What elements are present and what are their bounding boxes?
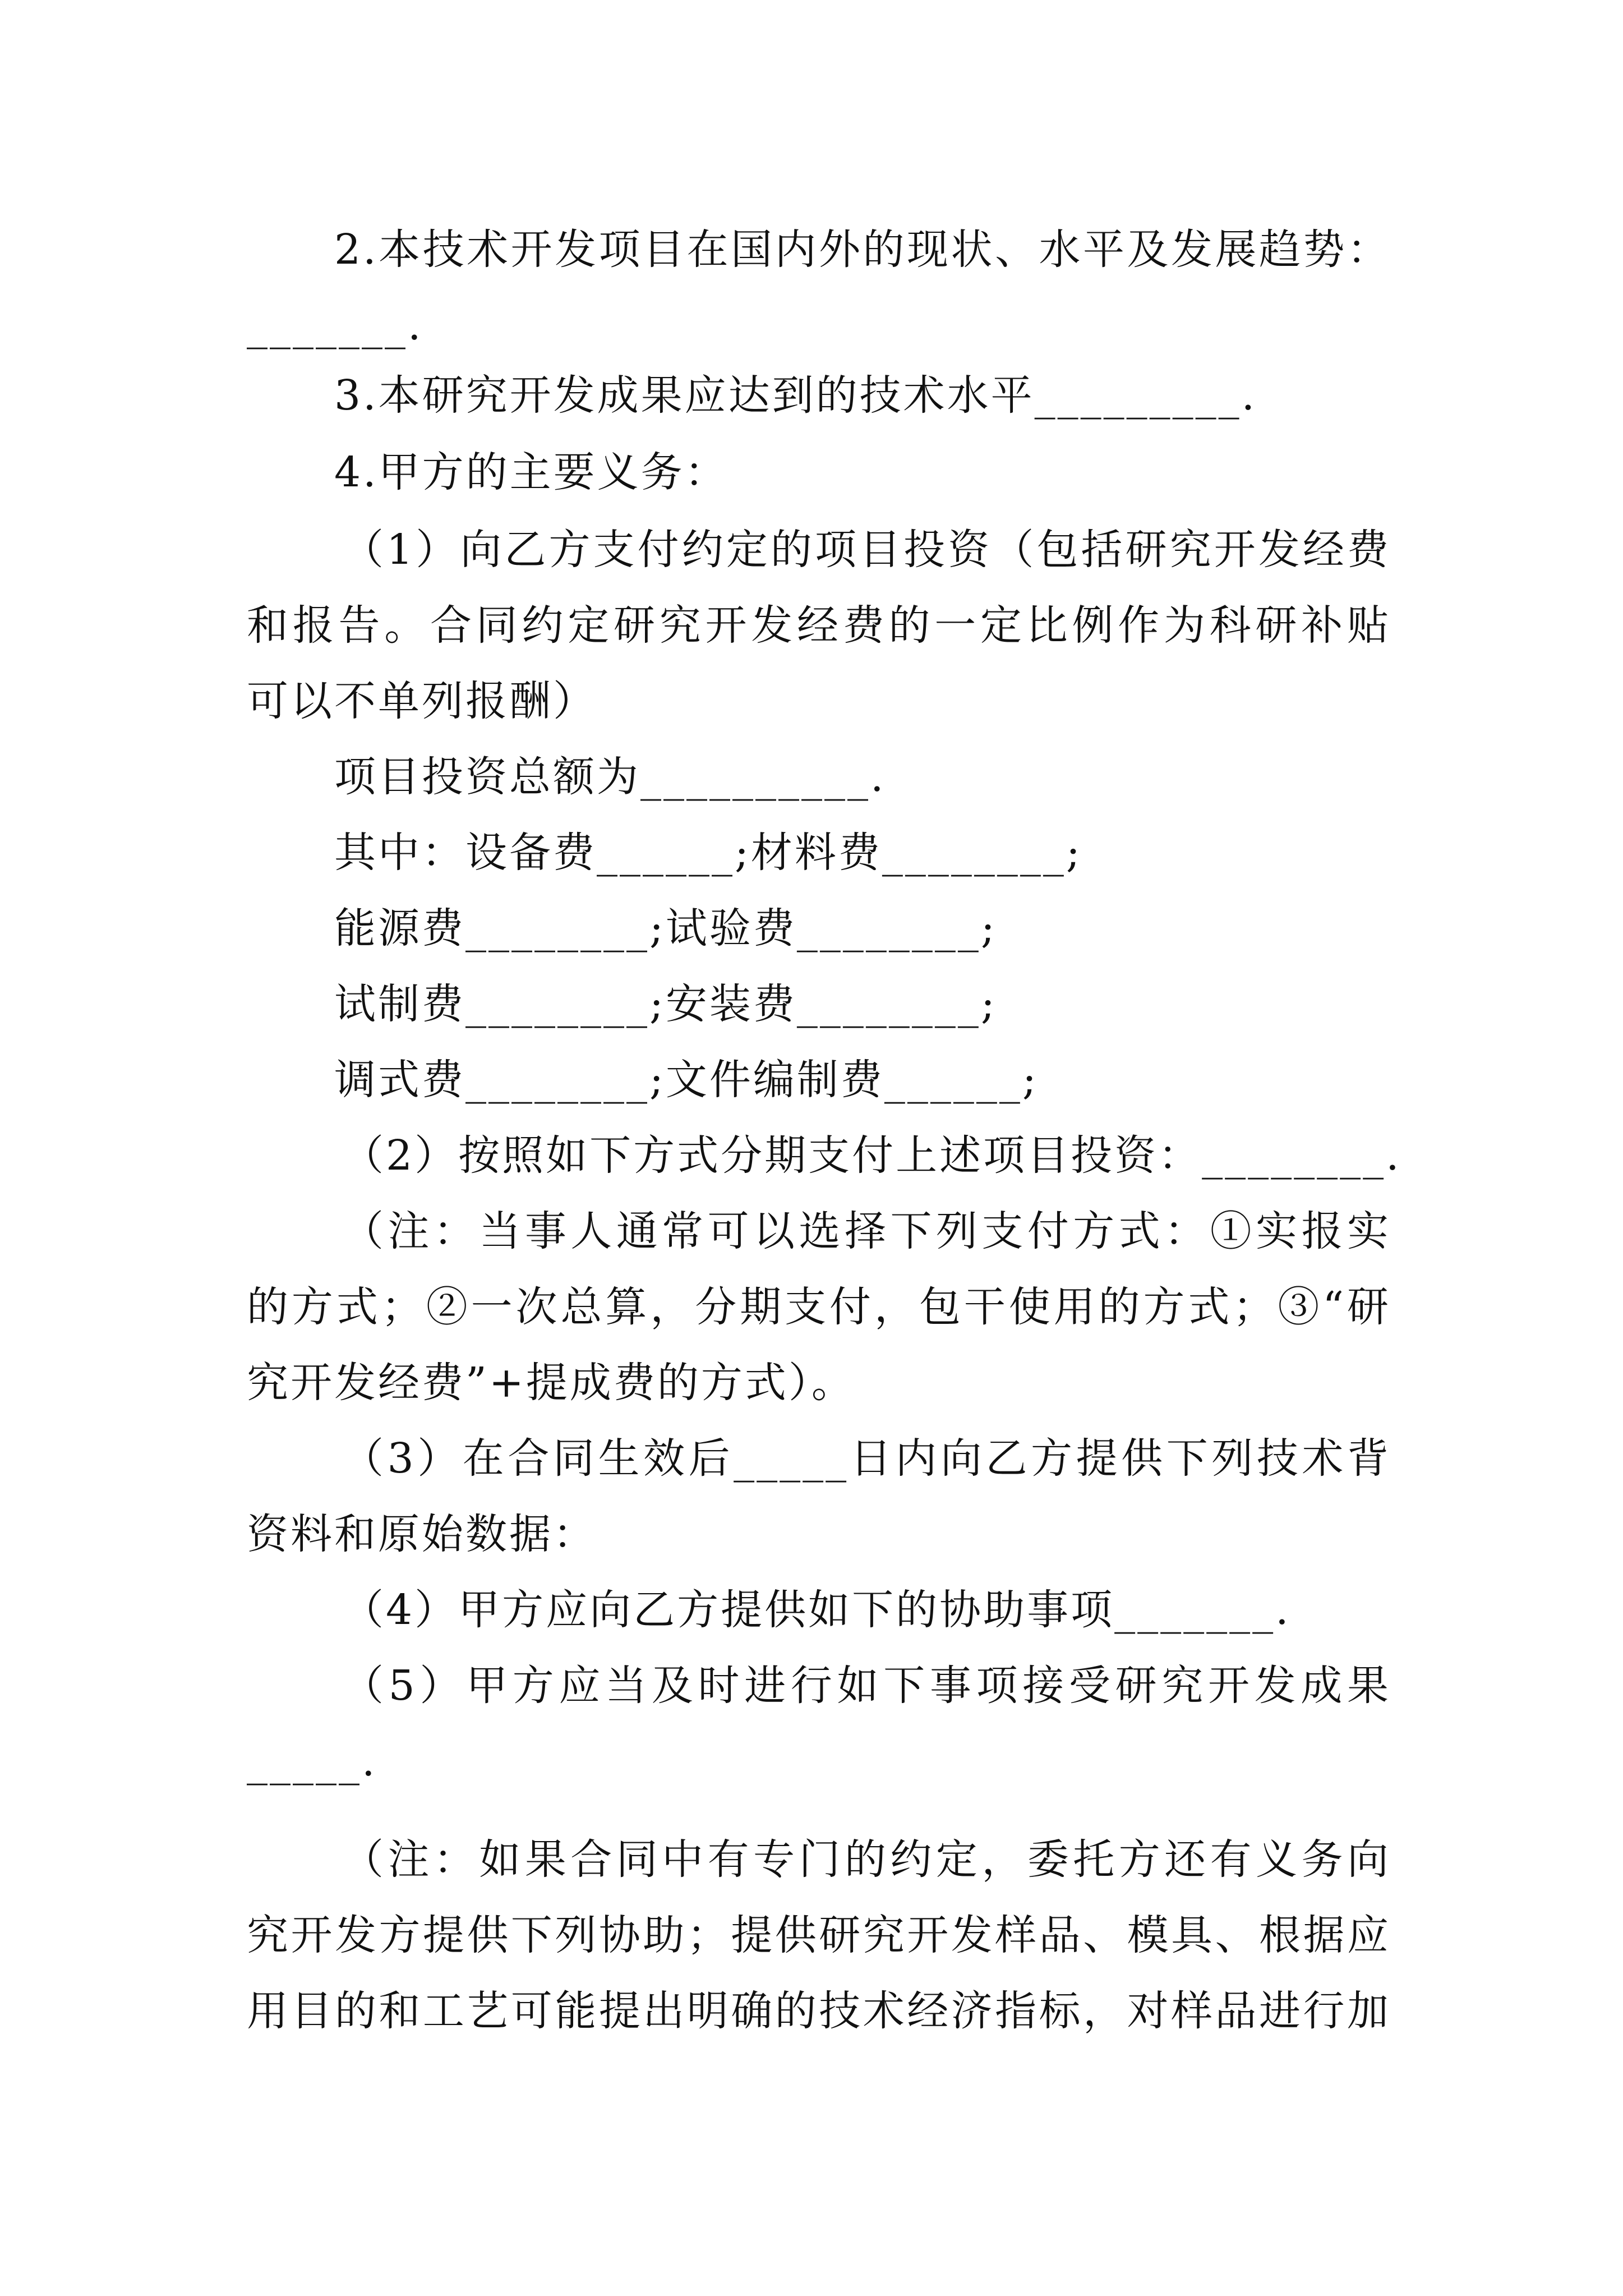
assistance-note-line-3: 用目的和工艺可能提出明确的技术经济指标，对样品进行加: [247, 1987, 1391, 2035]
item-2-status-and-trends: 2.本技术开发项目在国内外的现状、水平及发展趋势：: [334, 226, 1391, 274]
obligation-5-line-2: _____.: [247, 1737, 377, 1786]
obligation-3-line-1: （3）在合同生效后_____日内向乙方提供下列技术背: [342, 1434, 1391, 1483]
total-investment-line: 项目投资总额为__________.: [334, 753, 886, 801]
assistance-note-line-2: 究开发方提供下列协助；提供研究开发样品、模具、根据应: [247, 1911, 1391, 1959]
item-3-technical-level: 3.本研究开发成果应达到的技术水平_________.: [334, 371, 1257, 420]
obligation-1-line-1: （1）向乙方支付约定的项目投资（包括研究开发经费: [342, 526, 1391, 574]
obligation-5-line-1: （5）甲方应当及时进行如下事项接受研究开发成果: [342, 1662, 1391, 1710]
trial-installation-cost-line: 试制费________;安装费________;: [334, 980, 997, 1028]
obligation-2-installments: （2）按照如下方式分期支付上述项目投资：________.: [342, 1131, 1401, 1180]
obligation-1-line-3: 可以不单列报酬）: [247, 677, 597, 725]
blank-line: _______.: [247, 301, 423, 349]
assistance-note-line-1: （注：如果合同中有专门的约定，委托方还有义务向: [342, 1835, 1391, 1884]
obligation-3-line-2: 资料和原始数据：: [247, 1510, 597, 1558]
obligation-1-line-2: 和报告。合同约定研究开发经费的一定比例作为科研补贴: [247, 601, 1391, 650]
obligation-4-assistance: （4）甲方应向乙方提供如下的协助事项_______.: [342, 1586, 1291, 1634]
payment-note-line-1: （注：当事人通常可以选择下列支付方式：①实报实: [342, 1207, 1391, 1255]
equipment-materials-cost-line: 其中：设备费______;材料费________;: [334, 829, 1082, 877]
item-4-party-a-obligations: 4.甲方的主要义务：: [334, 448, 728, 496]
payment-note-line-3: 究开发经费”+提成费的方式）。: [247, 1359, 855, 1407]
commissioning-documentation-cost-line: 调式费________;文件编制费______;: [334, 1056, 1039, 1104]
payment-note-line-2: 的方式；②一次总算，分期支付，包干使用的方式；③“研: [247, 1283, 1391, 1331]
energy-testing-cost-line: 能源费________;试验费________;: [334, 904, 997, 953]
